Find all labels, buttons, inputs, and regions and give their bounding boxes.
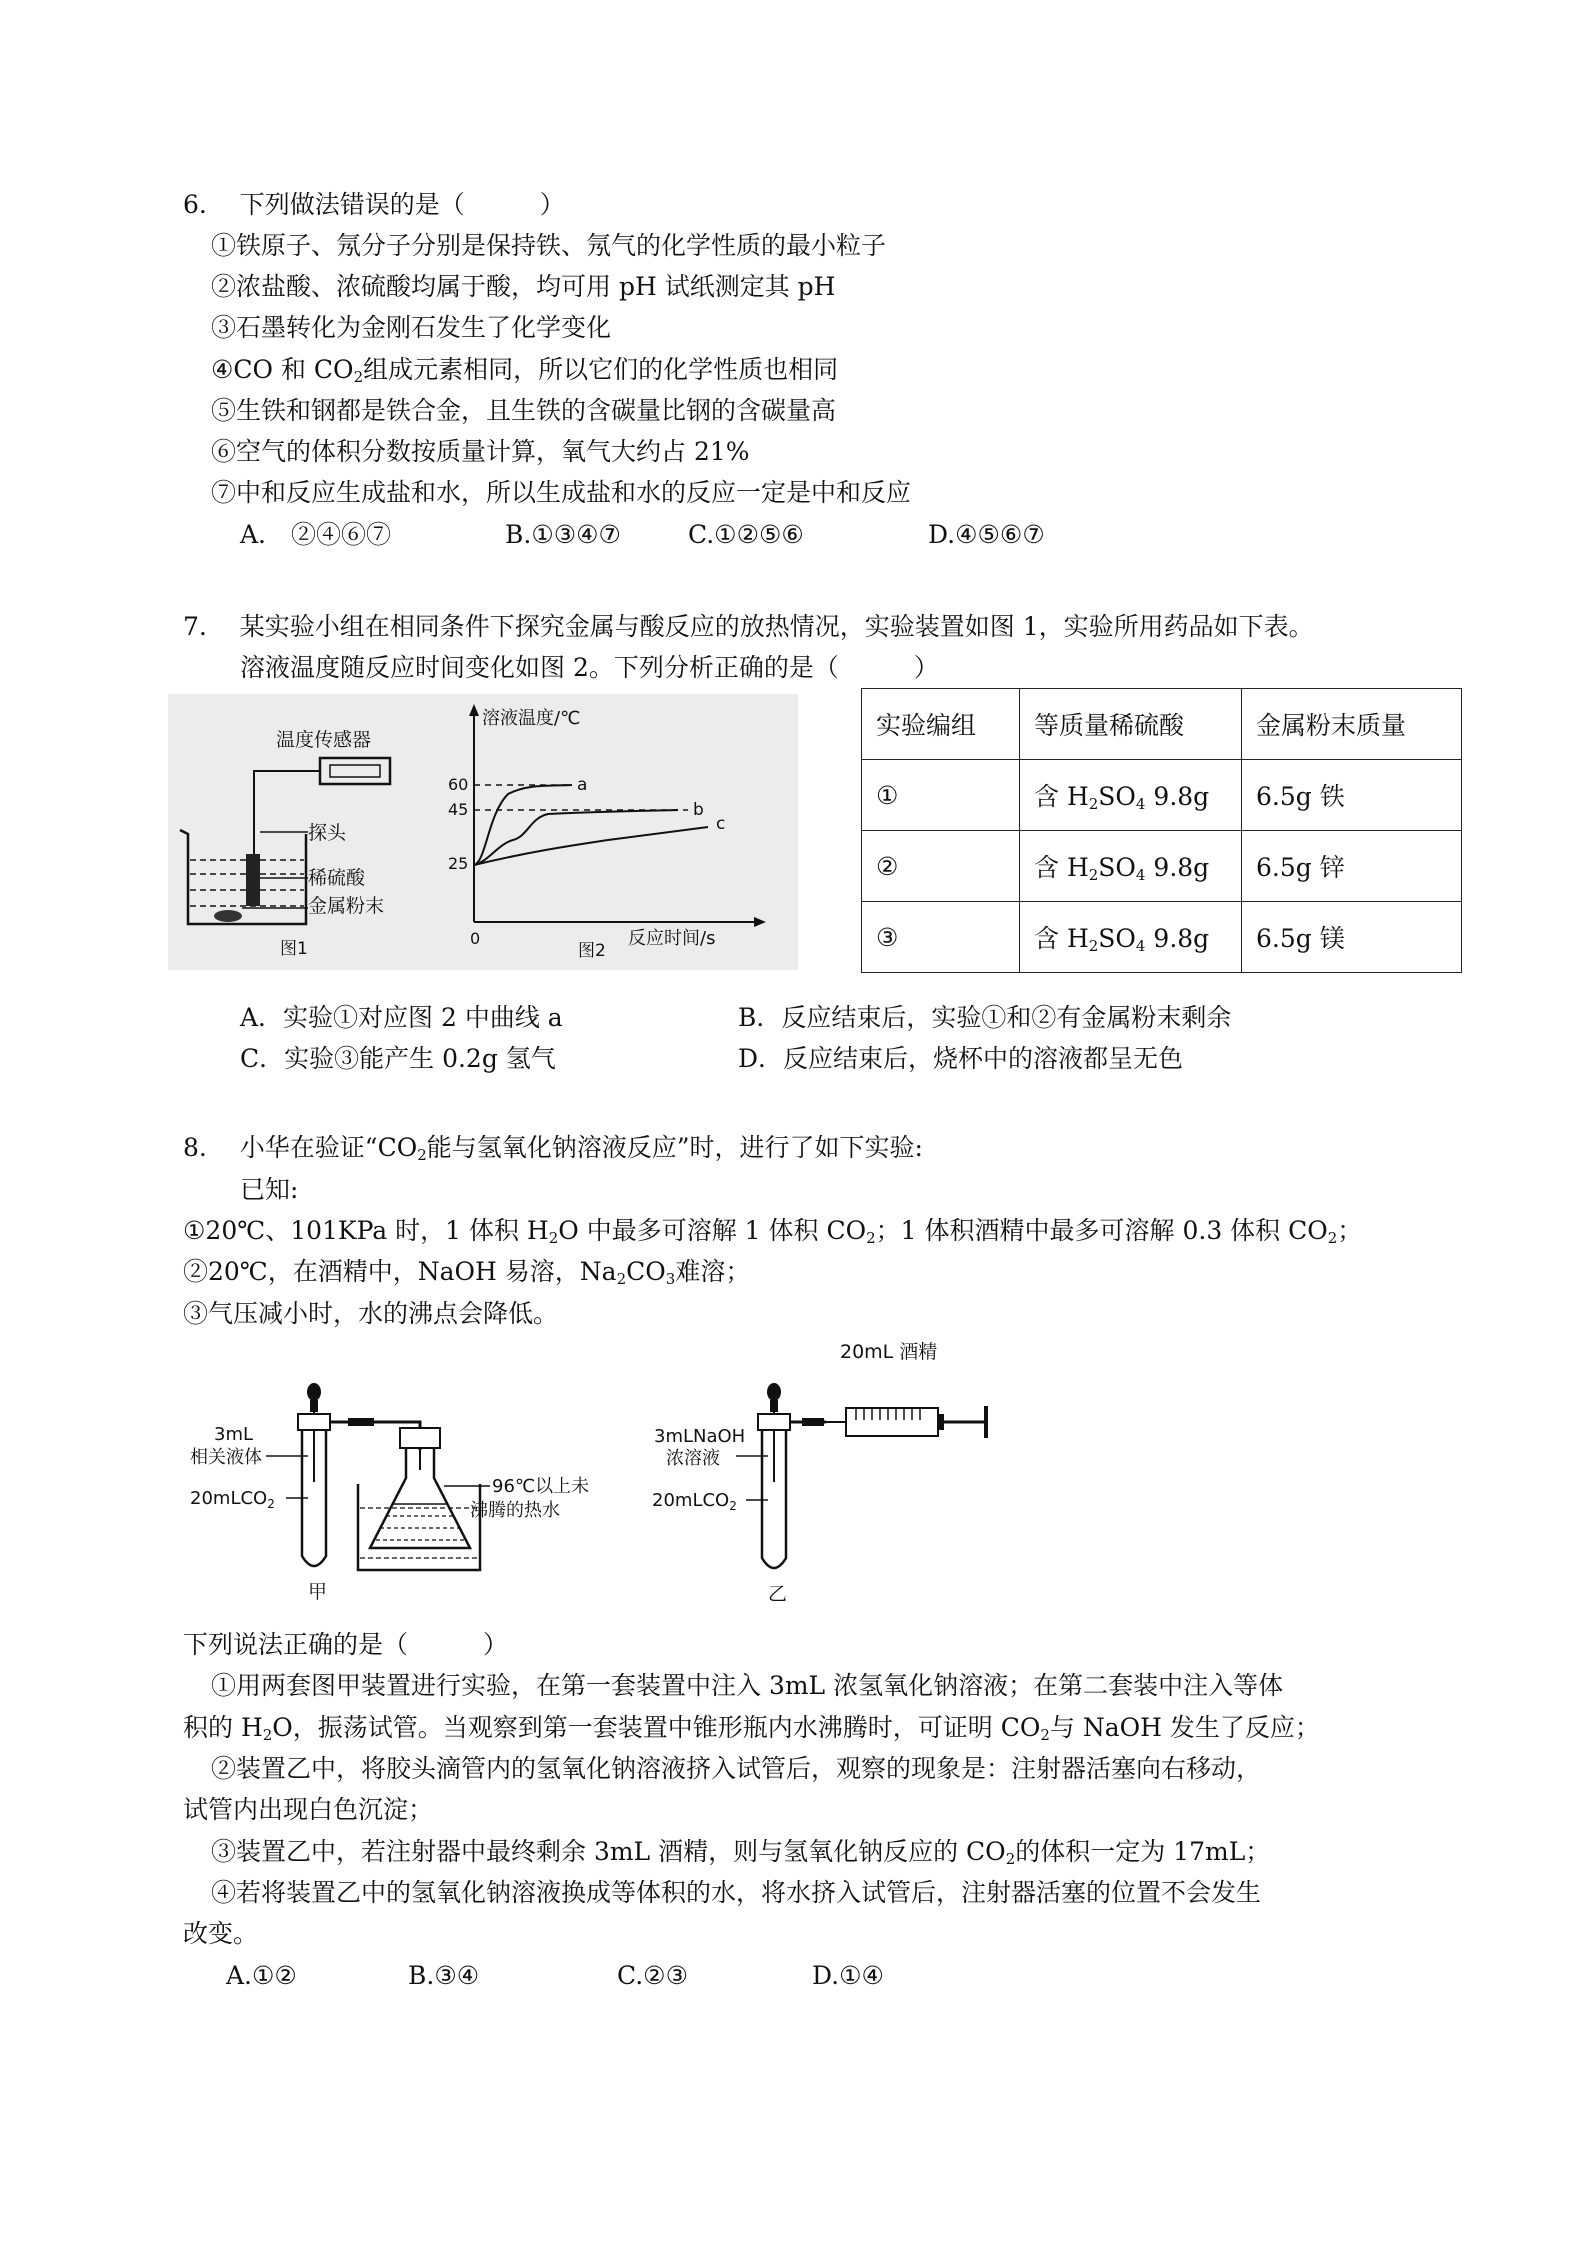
hot-water-label-2: 沸腾的热水	[470, 1500, 560, 1521]
q8-statement-1-line-2: 积的 $H_2O$，振荡试管。当观察到第一套装置中锥形瓶内水沸腾时，可证明 $CO_2$与 NaOH 发生了反应；	[183, 1713, 1320, 1744]
apparatus-yi	[650, 1338, 1010, 1610]
q6-item-2: ②浓盐酸、浓硫酸均属于酸，均可用 pH 试纸测定其 pH	[211, 272, 836, 301]
q8-statement-2-line-2: 试管内出现白色沉淀；	[183, 1795, 434, 1824]
dropper-bulb-icon	[767, 1383, 781, 1401]
graph-x-label: 反应时间/s	[628, 928, 716, 949]
q8-options	[0, 1958, 1586, 1994]
q7-reagent-table	[861, 688, 1462, 973]
probe-label: 探头	[308, 822, 347, 844]
q8-prompt: 下列说法正确的是（ ）	[183, 1630, 509, 1659]
q8-known-3: ③气压减小时，水的沸点会降低。	[183, 1299, 559, 1328]
naoh-label: 3mLNaOH	[654, 1426, 746, 1447]
curve-b-label: b	[693, 800, 704, 820]
q7-options-row-2	[0, 1041, 1586, 1077]
apparatus-yi-caption: 乙	[768, 1583, 788, 1605]
q6-option-a[interactable]: A. ②④⑥⑦	[240, 520, 392, 549]
acid-label: 稀硫酸	[308, 867, 366, 889]
probe-icon	[246, 854, 260, 906]
syringe-label: 20mL 酒精	[840, 1341, 938, 1363]
graph-origin: 0	[470, 929, 481, 948]
table-row	[862, 831, 1462, 902]
q8-known-title: 已知:	[240, 1175, 299, 1204]
y-tick-60: 60	[448, 775, 469, 794]
table-header: 实验编组	[862, 689, 1020, 760]
q7-option-a[interactable]: A．实验①对应图 2 中曲线 a	[240, 1003, 563, 1032]
q8-statement-1-line-1: ①用两套图甲装置进行实验，在第一套装置中注入 3mL 浓氢氧化钠溶液；在第二套装中注入等体	[211, 1671, 1284, 1700]
table-cell-group: ③	[862, 902, 1020, 973]
q6-item-4: ④CO 和 $CO_2$组成元素相同，所以它们的化学性质也相同	[211, 355, 839, 386]
q6-option-b[interactable]: B.①③④⑦	[505, 520, 621, 549]
table-cell-group: ①	[862, 760, 1020, 831]
y-tick-45: 45	[448, 800, 469, 819]
syringe-icon	[846, 1408, 938, 1436]
table-cell-metal: 6.5g 镁	[1242, 902, 1462, 973]
q7-option-d[interactable]: D．反应结束后，烧杯中的溶液都呈无色	[738, 1044, 1184, 1073]
apparatus-jia-caption: 甲	[308, 1581, 328, 1603]
hot-water-label: 96℃以上未	[492, 1476, 590, 1497]
sensor-label: 温度传感器	[276, 729, 372, 751]
y-tick-25: 25	[448, 854, 469, 873]
q8-option-d[interactable]: D.①④	[812, 1961, 884, 1990]
table-header-row	[862, 689, 1462, 760]
q8-statement-4-line-1: ④若将装置乙中的氢氧化钠溶液换成等体积的水，将水挤入试管后，注射器活塞的位置不会发生	[211, 1878, 1262, 1907]
table-cell-acid: 含 $H_2SO_4$ 9.8g	[1020, 902, 1242, 973]
jia-liquid-label: 3mL	[214, 1424, 254, 1445]
jia-liquid-label-2: 相关液体	[190, 1447, 262, 1468]
apparatus-jia	[190, 1370, 660, 1610]
table-cell-metal: 6.5g 锌	[1242, 831, 1462, 902]
q7-option-b[interactable]: B．反应结束后，实验①和②有金属粉末剩余	[738, 1003, 1232, 1032]
water-trough-icon	[358, 1484, 480, 1570]
q7-figures	[168, 694, 798, 970]
q6-item-6: ⑥空气的体积分数按质量计算，氧气大约占 21%	[211, 437, 750, 466]
naoh-label-2: 浓溶液	[666, 1448, 720, 1469]
dropper-bulb-icon	[307, 1383, 321, 1401]
table-cell-acid: 含 $H_2SO_4$ 9.8g	[1020, 760, 1242, 831]
q8-statement-2-line-1: ②装置乙中，将胶头滴管内的氢氧化钠溶液挤入试管后，观察的现象是：注射器活塞向右移动，	[211, 1754, 1262, 1783]
table-cell-group: ②	[862, 831, 1020, 902]
q8-known-1: ①20℃、101KPa 时，1 体积 $H_2O$ 中最多可溶解 1 体积 $CO_2$；1 体积酒精中最多可溶解 0.3 体积 $CO_2$；	[183, 1216, 1363, 1247]
q7-option-c[interactable]: C．实验③能产生 0.2g 氢气	[240, 1044, 556, 1073]
q8-option-c[interactable]: C.②③	[617, 1961, 689, 1990]
q6-option-d[interactable]: D.④⑤⑥⑦	[928, 520, 1045, 549]
table-row	[862, 760, 1462, 831]
jia-gas-label: 20mLCO$_2$	[190, 1488, 275, 1511]
q6-item-1: ①铁原子、氖分子分别是保持铁、氖气的化学性质的最小粒子	[211, 231, 887, 260]
q6-stem: 6. 下列做法错误的是（ ）	[183, 190, 565, 219]
q7-stem-line-1: 7. 某实验小组在相同条件下探究金属与酸反应的放热情况，实验装置如图 1，实验所用药品如下表。	[183, 612, 1314, 641]
q8-statement-4-line-2: 改变。	[183, 1919, 259, 1948]
q6-item-3: ③石墨转化为金刚石发生了化学变化	[211, 313, 612, 342]
graph-y-label: 溶液温度/℃	[482, 708, 581, 729]
table-header: 金属粉末质量	[1242, 689, 1462, 760]
q8-stem: 8. 小华在验证“$CO_2$能与氢氧化钠溶液反应”时，进行了如下实验:	[183, 1133, 923, 1164]
q8-option-b[interactable]: B.③④	[408, 1961, 480, 1990]
q6-item-7: ⑦中和反应生成盐和水，所以生成盐和水的反应一定是中和反应	[211, 478, 912, 507]
figure-2-caption: 图2	[578, 941, 606, 961]
q6-option-c[interactable]: C.①②⑤⑥	[688, 520, 804, 549]
figure-1-caption: 图1	[280, 939, 308, 959]
q6-options	[0, 517, 1586, 553]
q8-option-a[interactable]: A.①②	[226, 1961, 297, 1990]
table-cell-metal: 6.5g 铁	[1242, 760, 1462, 831]
yi-gas-label: 20mLCO$_2$	[652, 1490, 737, 1513]
table-row	[862, 902, 1462, 973]
q8-known-2: ②20℃，在酒精中，NaOH 易溶，$Na_2CO_3$难溶；	[183, 1257, 751, 1288]
table-cell-acid: 含 $H_2SO_4$ 9.8g	[1020, 831, 1242, 902]
q6-item-5: ⑤生铁和钢都是铁合金，且生铁的含碳量比钢的含碳量高	[211, 396, 837, 425]
curve-c-label: c	[716, 814, 726, 834]
curve-a-label: a	[577, 775, 588, 795]
table-header: 等质量稀硫酸	[1020, 689, 1242, 760]
metal-powder-icon	[214, 910, 242, 922]
q7-options-row-1	[0, 1000, 1586, 1036]
q8-statement-3: ③装置乙中，若注射器中最终剩余 3mL 酒精，则与氢氧化钠反应的 $CO_2$的体积一定为 17mL；	[211, 1837, 1271, 1868]
powder-label: 金属粉末	[308, 895, 385, 917]
q7-stem-line-2: 溶液温度随反应时间变化如图 2。下列分析正确的是（ ）	[240, 653, 939, 682]
